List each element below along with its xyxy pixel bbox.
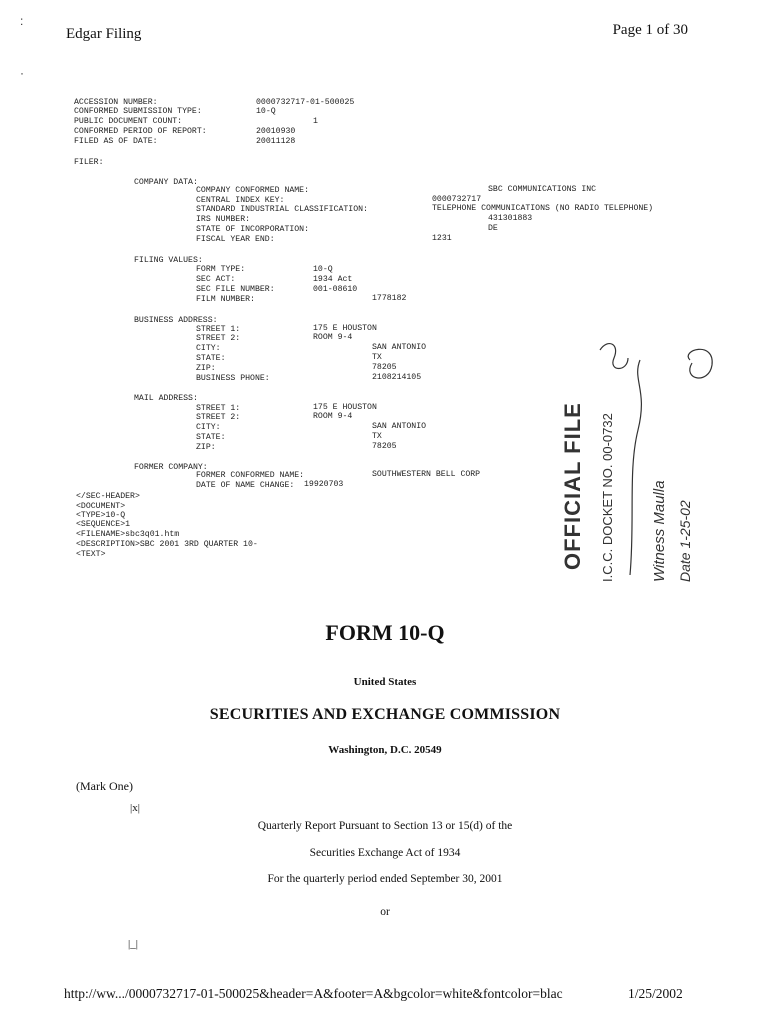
cik-value: 0000732717 — [432, 195, 482, 204]
name-change-date-value: 19920703 — [304, 480, 344, 489]
filed-date-value: 20011128 — [256, 137, 296, 146]
tag-description: <DESCRIPTION>SBC 2001 3RD QUARTER 10- — [76, 540, 258, 549]
accession-label: ACCESSION NUMBER: — [74, 98, 158, 107]
company-name-value: SBC COMMUNICATIONS INC — [488, 185, 597, 194]
stamp-official-file: OFFICIAL FILE — [560, 402, 585, 570]
accession-value: 0000732717-01-500025 — [256, 98, 355, 107]
stamp-docket: I.C.C. DOCKET NO. 00-0732 — [600, 413, 615, 582]
signature-stroke — [630, 360, 641, 575]
sec-file-number-label: SEC FILE NUMBER: — [196, 285, 275, 294]
business-state-value: TX — [372, 353, 382, 362]
sec-file-number-value: 001-08610 — [313, 285, 358, 294]
form-type-value: 10-Q — [313, 265, 333, 274]
former-name-value: SOUTHWESTERN BELL CORP — [372, 470, 481, 479]
submission-type-value: 10-Q — [256, 107, 276, 116]
submission-type-label: CONFORMED SUBMISSION TYPE: — [74, 107, 202, 116]
country-heading: United States — [353, 676, 417, 688]
or-separator: or — [380, 906, 390, 918]
quarterly-report-line: Quarterly Report Pursuant to Section 13 or 15(d) of the — [257, 820, 513, 832]
business-zip-value: 78205 — [372, 363, 397, 372]
sic-label: STANDARD INDUSTRIAL CLASSIFICATION: — [196, 205, 368, 214]
document-count-value: 1 — [313, 117, 318, 126]
business-phone-label: BUSINESS PHONE: — [196, 374, 270, 383]
mail-state-value: TX — [372, 432, 382, 441]
company-name-label: COMPANY CONFORMED NAME: — [196, 186, 310, 195]
form-type-label: FORM TYPE: — [196, 265, 246, 274]
footer-url: http://ww.../0000732717-01-500025&header=A&footer=A&bgcolor=white&fontcolor=blac — [64, 986, 563, 1001]
agency-heading: SECURITIES AND EXCHANGE COMMISSION — [209, 706, 561, 723]
mail-state-label: STATE: — [196, 433, 226, 442]
name-change-date-label: DATE OF NAME CHANGE: — [196, 481, 295, 490]
stamp-number-mark — [600, 344, 628, 369]
quarterly-period-line: For the quarterly period ended September 30, 2001 — [267, 873, 503, 885]
business-address-label: BUSINESS ADDRESS: — [134, 316, 218, 325]
margin-mark: · — [20, 66, 24, 80]
business-phone-value: 2108214105 — [372, 373, 422, 382]
sic-value: TELEPHONE COMMUNICATIONS (NO RADIO TELEPHONE) — [432, 204, 654, 213]
stamp-date: Date 1-25-02 — [677, 500, 693, 582]
mail-address-label: MAIL ADDRESS: — [134, 394, 198, 403]
period-label: CONFORMED PERIOD OF REPORT: — [74, 127, 207, 136]
business-state-label: STATE: — [196, 354, 226, 363]
former-name-label: FORMER CONFORMED NAME: — [196, 471, 305, 480]
official-file-stamp — [540, 320, 715, 590]
sec-act-label: SEC ACT: — [196, 275, 236, 284]
business-city-value: SAN ANTONIO — [372, 343, 427, 352]
page-number: Page 1 of 30 — [612, 22, 688, 38]
checkbox-quarterly-checked: |x| — [130, 802, 140, 814]
stamp-witness: Witness Maulla — [651, 480, 668, 582]
form-title: FORM 10-Q — [325, 620, 445, 645]
mail-zip-label: ZIP: — [196, 443, 216, 452]
mail-street2-label: STREET 2: — [196, 413, 241, 422]
mark-one-label: (Mark One) — [76, 779, 133, 793]
company-data-label: COMPANY DATA: — [134, 178, 198, 187]
mail-street1-value: 175 E HOUSTON — [313, 403, 377, 412]
mail-street1-label: STREET 1: — [196, 404, 241, 413]
sec-act-value: 1934 Act — [313, 275, 353, 284]
tag-sequence: <SEQUENCE>1 — [76, 520, 131, 529]
irs-label: IRS NUMBER: — [196, 215, 251, 224]
mail-zip-value: 78205 — [372, 442, 397, 451]
business-street1-label: STREET 1: — [196, 325, 241, 334]
checkbox-transition-unchecked: |_| — [128, 938, 138, 950]
cik-label: CENTRAL INDEX KEY: — [196, 196, 285, 205]
fiscal-year-label: FISCAL YEAR END: — [196, 235, 275, 244]
film-number-label: FILM NUMBER: — [196, 295, 255, 304]
margin-mark-top: : — [20, 14, 24, 28]
state-inc-value: DE — [488, 224, 498, 233]
mail-city-label: CITY: — [196, 423, 221, 432]
filed-date-label: FILED AS OF DATE: — [74, 137, 158, 146]
former-company-label: FORMER COMPANY: — [134, 463, 208, 472]
page-header-title: Edgar Filing — [66, 26, 142, 42]
document-count-label: PUBLIC DOCUMENT COUNT: — [74, 117, 183, 126]
business-street2-value: ROOM 9-4 — [313, 333, 353, 342]
agency-location: Washington, D.C. 20549 — [328, 744, 442, 756]
business-street1-value: 175 E HOUSTON — [313, 324, 377, 333]
tag-type: <TYPE>10-Q — [76, 511, 126, 520]
period-value: 20010930 — [256, 127, 296, 136]
film-number-value: 1778182 — [372, 294, 407, 303]
tag-filename: <FILENAME>sbc3q01.htm — [76, 530, 180, 539]
securities-act-line: Securities Exchange Act of 1934 — [309, 847, 461, 859]
state-inc-label: STATE OF INCORPORATION: — [196, 225, 310, 234]
tag-sec-header-end: </SEC-HEADER> — [76, 492, 140, 501]
filer-label: FILER: — [74, 158, 104, 167]
business-street2-label: STREET 2: — [196, 334, 241, 343]
irs-value: 431301883 — [488, 214, 533, 223]
footer-date: 1/25/2002 — [628, 986, 683, 1001]
stamp-initials — [688, 349, 712, 378]
tag-document: <DOCUMENT> — [76, 502, 126, 511]
filing-values-label: FILING VALUES: — [134, 256, 203, 265]
fiscal-year-value: 1231 — [432, 234, 452, 243]
business-city-label: CITY: — [196, 344, 221, 353]
business-zip-label: ZIP: — [196, 364, 216, 373]
tag-text: <TEXT> — [76, 550, 106, 559]
mail-street2-value: ROOM 9-4 — [313, 412, 353, 421]
mail-city-value: SAN ANTONIO — [372, 422, 427, 431]
